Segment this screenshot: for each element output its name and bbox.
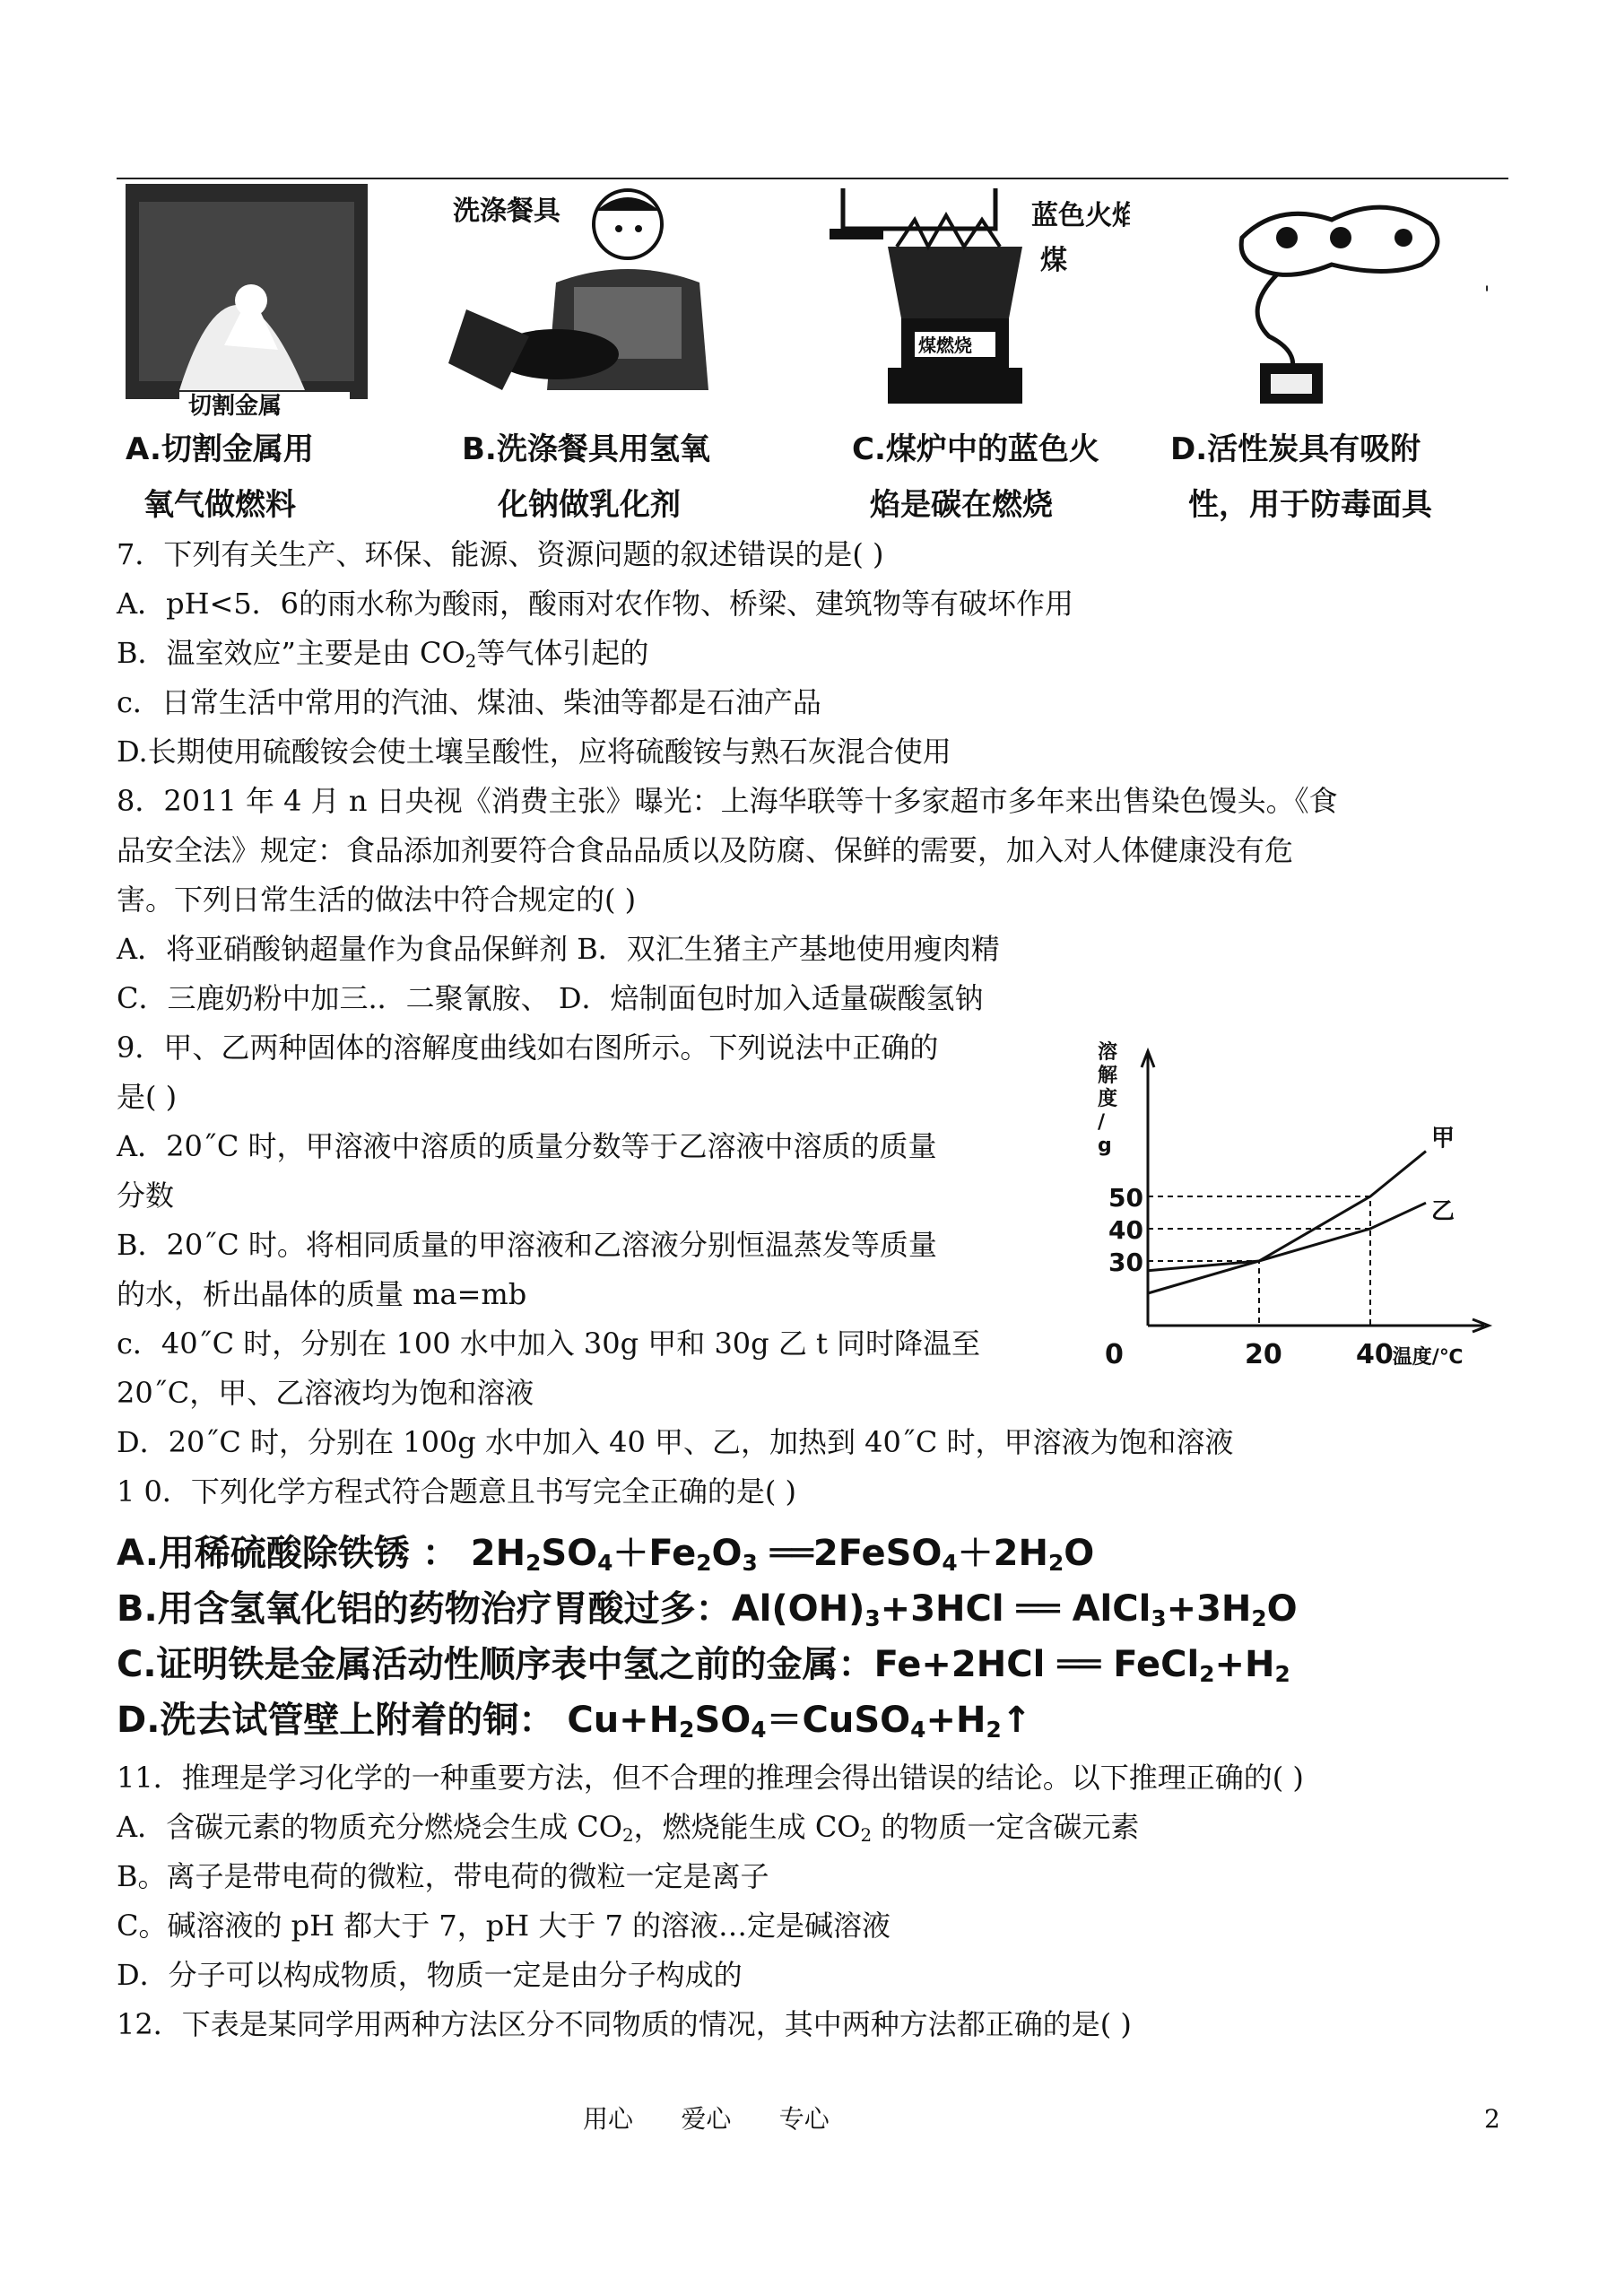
q12-stem: 12．下表是某同学用两种方法区分不同物质的情况，其中两种方法都正确的是( ) xyxy=(117,2007,1132,2041)
x-axis-label: 温度/℃ xyxy=(1392,1346,1464,1369)
q9-option-c2: 20˝C，甲、乙溶液均为饱和溶液 xyxy=(117,1376,534,1410)
x-tick-label: 20 xyxy=(1245,1339,1282,1370)
q10-option-b-equation: $Al(OH)_3+3HCl$ ══ $AlCl_3+3H_2O$ xyxy=(731,1588,1298,1632)
q9-option-c1: c．40˝C 时，分别在 100 水中加入 30g 甲和 30g 乙 t 同时降温至 xyxy=(117,1326,981,1361)
caption-d-line2: 性，用于防毒面具 xyxy=(1188,487,1432,523)
footer-motto: 用心 爱心 专心 xyxy=(583,2104,830,2134)
caption-c-line1: C.煤炉中的蓝色火 xyxy=(852,431,1099,467)
x-tick-label: 0 xyxy=(1105,1339,1124,1370)
q8-options-ab: A．将亚硝酸钠超量作为食品保鲜剂 B．双汇生猪主产基地使用瘦肉精 xyxy=(117,932,1000,966)
q8-line1: 8．2011 年 4 月 n 日央视《消费主张》曝光：上海华联等十多家超市多年来出售染色馒头。《食 xyxy=(117,784,1338,818)
caption-c-line2: 焰是碳在燃烧 xyxy=(870,487,1053,523)
q8-options-cd: C．三鹿奶粉中加三.．二聚氰胺、 D．焙制面包时加入适量碳酸氢钠 xyxy=(117,981,984,1015)
caption-a-line1: A.切割金属用 xyxy=(126,431,314,467)
q10-option-b: B.用含氢氧化铝的药物治疗胃酸过多：$Al(OH)_3+3HCl$ ══ $AlCl_3+3H_2O$ xyxy=(117,1588,1298,1632)
q10-option-a-equation: $2H_2SO_4+Fe_2O_3$ $══2FeSO_4+2H_2O$ xyxy=(470,1533,1095,1577)
q10-stem: 1 0．下列化学方程式符合题意且书写完全正确的是( ) xyxy=(117,1474,797,1509)
q9-line1: 9．甲、乙两种固体的溶解度曲线如右图所示。下列说法中正确的 xyxy=(117,1031,939,1065)
picture-row xyxy=(117,184,1516,534)
dishwashing-icon xyxy=(448,184,726,417)
coal-stove-illustration xyxy=(825,184,1130,417)
metal-cutting-label: 切割金属 xyxy=(188,393,282,417)
stove-label: 煤燃烧 xyxy=(918,335,972,356)
q11-option-c: C。碱溶液的 pH 都大于 7，pH 大于 7 的溶液…定是碱溶液 xyxy=(117,1909,891,1943)
gas-mask-icon xyxy=(1206,184,1502,417)
q9-option-a1: A．20˝C 时，甲溶液中溶质的质量分数等于乙溶液中溶质的质量 xyxy=(117,1129,937,1163)
x-tick-label: 40 xyxy=(1356,1339,1394,1370)
gas-mask-illustration xyxy=(1206,184,1490,417)
q9-line2: 是( ) xyxy=(117,1080,178,1114)
dishwashing-label: 洗涤餐具 xyxy=(453,196,560,227)
q10-option-c: C.证明铁是金属活动性顺序表中氢之前的金属：Fe+2HCl ══ $FeCl_2+H_2$ xyxy=(117,1644,1290,1688)
dishwashing-illustration xyxy=(448,184,726,417)
y-tick-label: 40 xyxy=(1108,1215,1143,1245)
metal-cutting-photo xyxy=(126,184,404,417)
q7-option-b: B．温室效应”主要是由 $CO_2$等气体引起的 xyxy=(117,636,649,672)
series-2-label: 乙 xyxy=(1431,1198,1455,1226)
page-number: 2 xyxy=(1484,2104,1500,2134)
coal-stove-icon xyxy=(825,184,1130,417)
q7-stem: 7．下列有关生产、环保、能源、资源问题的叙述错误的是( ) xyxy=(117,537,884,571)
y-axis-label: 溶解度/ g xyxy=(1098,1041,1118,1157)
q8-line3: 害。下列日常生活的做法中符合规定的( ) xyxy=(117,883,637,917)
q10-option-c-equation: Fe+2HCl ══ $FeCl_2+H_2$ xyxy=(873,1644,1290,1688)
q9-option-d: D．20˝C 时，分别在 100g 水中加入 40 甲、乙，加热到 40˝C 时，甲溶液为饱和溶液 xyxy=(117,1425,1234,1459)
blue-flame-label: 蓝色火焰 xyxy=(1031,200,1130,231)
q9-option-b2: 的水，析出晶体的质量 ma=mb xyxy=(117,1277,527,1311)
q10-option-a: A.用稀硫酸除铁锈 ： $2H_2SO_4+Fe_2O_3$ $══2FeSO_4+2H_2O$ xyxy=(117,1533,1095,1577)
caption-d-line1: D.活性炭具有吸附 xyxy=(1170,431,1421,467)
caption-b xyxy=(462,422,710,533)
q11-option-b: B。离子是带电荷的微粒，带电荷的微粒一定是离子 xyxy=(117,1859,769,1893)
q8-line2: 品安全法》规定：食品添加剂要符合食品品质以及防腐、保鲜的需要，加入对人体健康没有危 xyxy=(117,833,1294,867)
series-1-label: 甲 xyxy=(1431,1125,1455,1152)
q7-option-d: D.长期使用硫酸铵会使土壤呈酸性，应将硫酸铵与熟石灰混合使用 xyxy=(117,735,951,769)
caption-a-line2: 氧气做燃料 xyxy=(143,487,296,523)
metal-cutting-icon xyxy=(126,184,395,417)
q11-option-a: A．含碳元素的物质充分燃烧会生成 $CO_2$，燃烧能生成 $CO_2$ 的物质一定含碳元素 xyxy=(117,1810,1140,1846)
y-tick-label: 30 xyxy=(1108,1248,1143,1277)
coal-label: 煤 xyxy=(1040,245,1067,276)
q9-option-a2: 分数 xyxy=(117,1178,175,1213)
guide-30 xyxy=(1148,1261,1259,1326)
svg-text:': ' xyxy=(1484,283,1490,306)
solubility-chart xyxy=(1085,1039,1498,1379)
caption-b-line1: B.洗涤餐具用氢氧 xyxy=(462,431,710,467)
header-rule xyxy=(117,178,1508,179)
q11-stem: 11．推理是学习化学的一种重要方法，但不合理的推理会得出错误的结论。以下推理正确的( ) xyxy=(117,1761,1304,1795)
caption-c xyxy=(852,422,1099,533)
q9-option-b1: B．20˝C 时。将相同质量的甲溶液和乙溶液分别恒温蒸发等质量 xyxy=(117,1228,937,1262)
q11-option-d: D．分子可以构成物质，物质一定是由分子构成的 xyxy=(117,1958,743,1992)
q10-option-d-equation: $Cu+H_2SO_4=CuSO_4+H_2↑$ xyxy=(567,1700,1032,1744)
caption-d xyxy=(1170,422,1432,533)
q7-option-a: A．pH<5．6的雨水称为酸雨，酸雨对农作物、桥梁、建筑物等有破坏作用 xyxy=(117,587,1074,621)
caption-a xyxy=(126,422,314,533)
q7-option-c: c．日常生活中常用的汽油、煤油、柴油等都是石油产品 xyxy=(117,685,821,719)
y-tick-label: 50 xyxy=(1108,1183,1143,1213)
q10-option-d: D.洗去试管壁上附着的铜： $Cu+H_2SO_4=CuSO_4+H_2↑$ xyxy=(117,1700,1032,1744)
caption-b-line2: 化钠做乳化剂 xyxy=(498,487,681,523)
